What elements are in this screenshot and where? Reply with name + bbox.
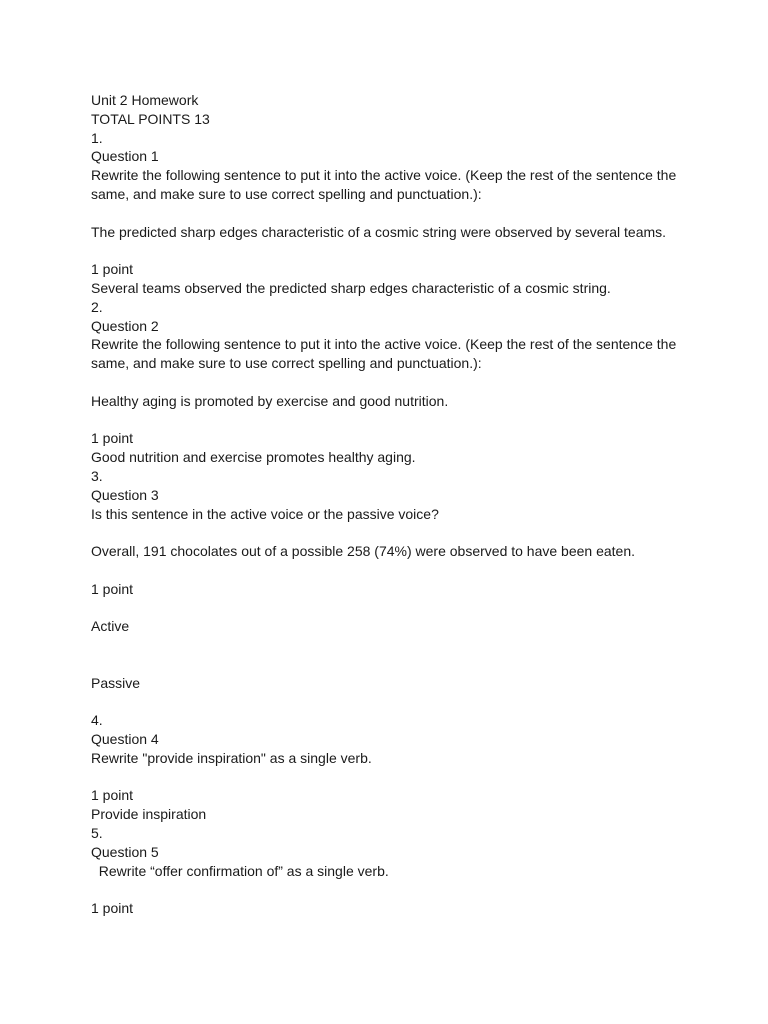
question-prompt: Is this sentence in the active voice or the passive voice? bbox=[91, 505, 439, 522]
question-label: Question 2 bbox=[91, 317, 159, 334]
question-answer[interactable]: Good nutrition and exercise promotes healthy aging. bbox=[91, 449, 416, 466]
answer-option-active[interactable]: Active bbox=[91, 618, 130, 635]
question-number: 5. bbox=[91, 825, 103, 842]
answer-option-passive[interactable]: Passive bbox=[91, 674, 141, 691]
question-label: Question 4 bbox=[91, 731, 159, 748]
total-points: TOTAL POINTS 13 bbox=[91, 110, 210, 127]
question-label: Question 5 bbox=[91, 843, 159, 860]
question-number: 2. bbox=[91, 298, 103, 315]
question-label: Question 3 bbox=[91, 486, 159, 503]
spacer bbox=[91, 523, 681, 542]
question-number: 3. bbox=[91, 467, 103, 484]
question-sentence: Healthy aging is promoted by exercise and good nutrition. bbox=[91, 392, 449, 409]
question-points: 1 point bbox=[91, 580, 134, 597]
question-prompt: Rewrite "provide inspiration" as a single verb. bbox=[91, 749, 372, 766]
spacer bbox=[91, 655, 681, 674]
spacer bbox=[91, 204, 681, 223]
question-points: 1 point bbox=[91, 430, 134, 447]
homework-document bbox=[91, 91, 681, 918]
question-sentence: The predicted sharp edges characteristic of a cosmic string were observed by several teams. bbox=[91, 223, 667, 240]
spacer bbox=[91, 561, 681, 580]
question-answer[interactable]: Provide inspiration bbox=[91, 806, 207, 823]
question-prompt: Rewrite “offer confirmation of” as a single verb. bbox=[91, 862, 389, 879]
spacer bbox=[91, 693, 681, 712]
question-answer[interactable]: Several teams observed the predicted sharp edges characteristic of a cosmic string. bbox=[91, 279, 611, 296]
question-points: 1 point bbox=[91, 900, 134, 917]
question-prompt: Rewrite the following sentence to put it into the active voice. (Keep the rest of the sentence the same, and make sure to use correct spelling and punctuation.): bbox=[91, 167, 681, 202]
spacer bbox=[91, 880, 681, 899]
question-sentence: Overall, 191 chocolates out of a possible 258 (74%) were observed to have been eaten. bbox=[91, 543, 636, 560]
spacer bbox=[91, 768, 681, 787]
question-points: 1 point bbox=[91, 787, 134, 804]
question-prompt: Rewrite the following sentence to put it into the active voice. (Keep the rest of the sentence the same, and make sure to use correct spelling and punctuation.): bbox=[91, 336, 681, 372]
spacer bbox=[91, 373, 681, 392]
spacer bbox=[91, 411, 681, 430]
page-title: Unit 2 Homework bbox=[91, 92, 199, 108]
question-number: 4. bbox=[91, 712, 103, 729]
spacer bbox=[91, 636, 681, 655]
question-number: 1. bbox=[91, 129, 103, 146]
spacer bbox=[91, 599, 681, 618]
spacer bbox=[91, 241, 681, 260]
question-points: 1 point bbox=[91, 261, 134, 278]
question-label: Question 1 bbox=[91, 148, 159, 165]
